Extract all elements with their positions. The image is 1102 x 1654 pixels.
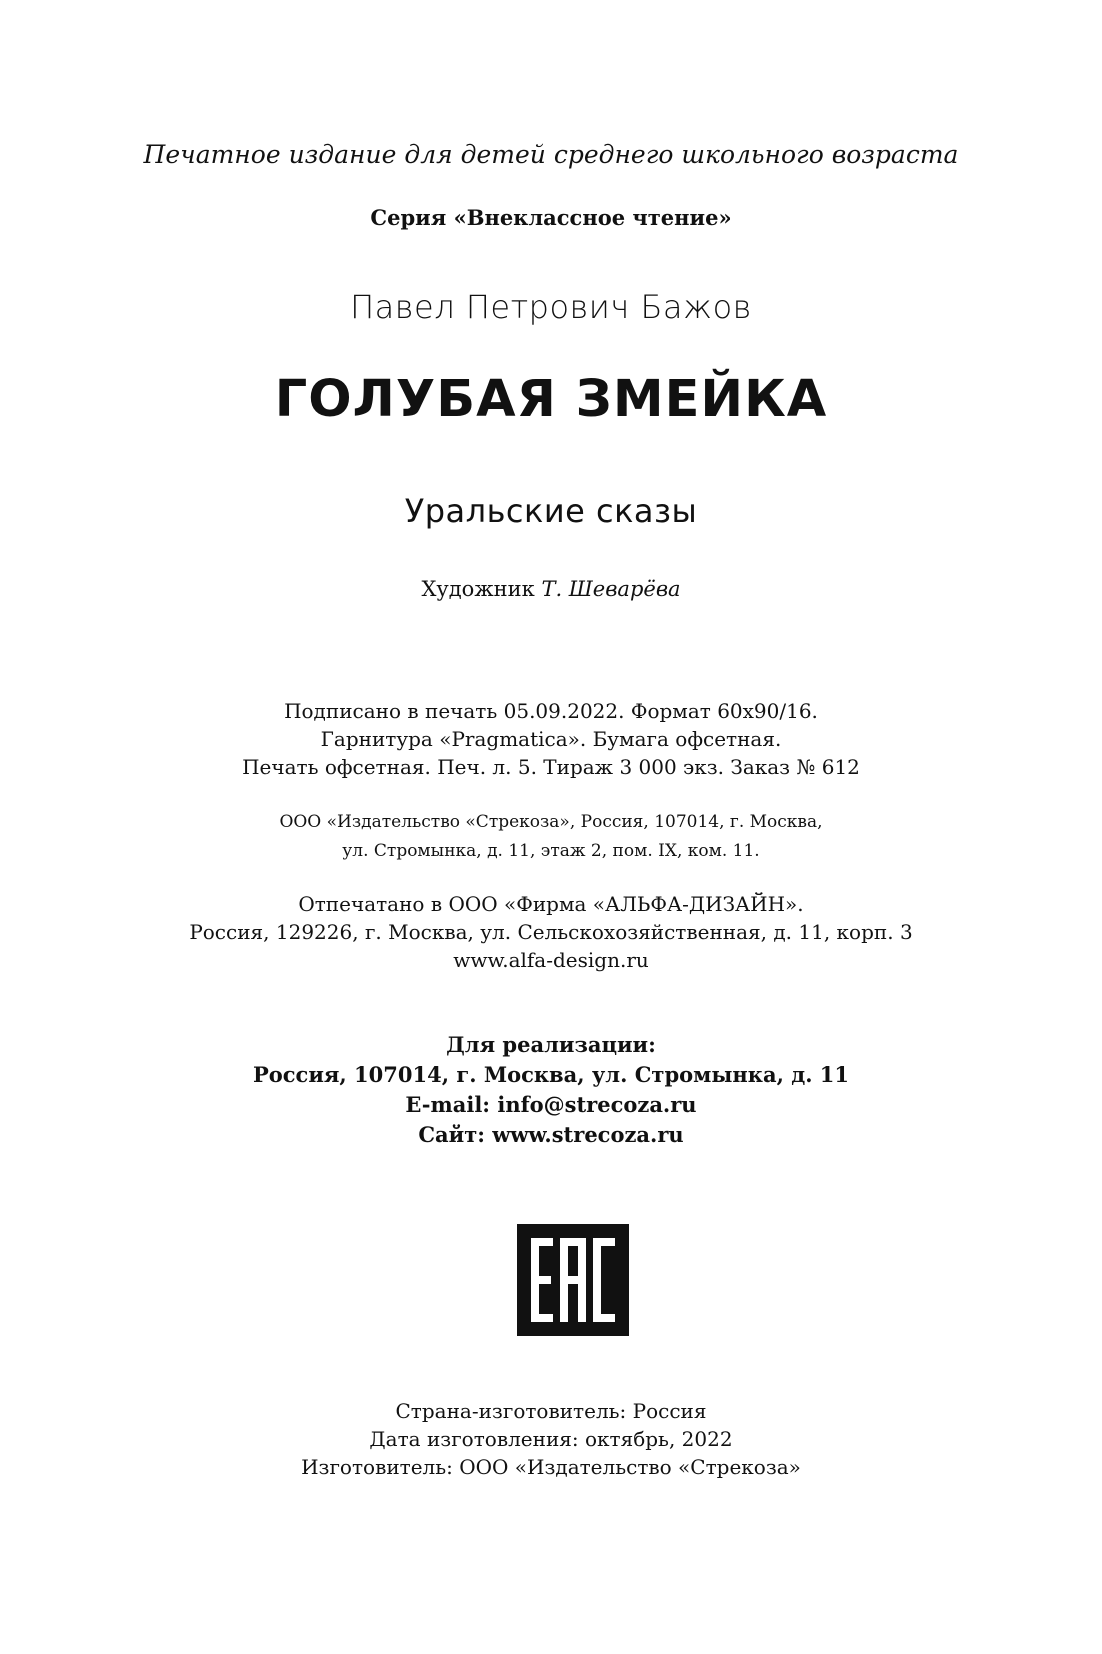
audience-note: Печатное издание для детей среднего школьного возраста: [143, 140, 959, 169]
manufacturer-info: [0, 1397, 1102, 1481]
book-genre: Уральские сказы: [404, 492, 698, 530]
printer-line: Россия, 129226, г. Москва, ул. Сельскохозяйственная, д. 11, корп. 3: [189, 920, 913, 944]
sales-website: Сайт: www.strecoza.ru: [418, 1122, 684, 1147]
manufacturer-date: Дата изготовления: октябрь, 2022: [369, 1427, 733, 1451]
print-info-line: Подписано в печать 05.09.2022. Формат 60х90/16.: [284, 699, 818, 723]
book-author: Павел Петрович Бажов: [350, 288, 752, 326]
publisher-line: ул. Стромынка, д. 11, этаж 2, пом. IX, ком. 11.: [342, 841, 760, 861]
print-info-line: Гарнитура «Pragmatica». Бумага офсетная.: [320, 727, 782, 751]
sales-email: E-mail: info@strecoza.ru: [405, 1092, 697, 1117]
artist-name: Т. Шеварёва: [541, 577, 681, 601]
print-info-line: Печать офсетная. Печ. л. 5. Тираж 3 000 экз. Заказ № 612: [242, 755, 860, 779]
eac-mark-icon: [517, 1224, 629, 1336]
print-info: [0, 697, 1102, 781]
publisher-info: [0, 808, 1102, 866]
printer-website: www.alfa-design.ru: [453, 948, 649, 972]
manufacturer-name: Изготовитель: ООО «Издательство «Стрекоза»: [301, 1455, 801, 1479]
publisher-line: ООО «Издательство «Стрекоза», Россия, 107014, г. Москва,: [279, 812, 823, 832]
artist-credit: [0, 577, 1102, 601]
sales-address: Россия, 107014, г. Москва, ул. Стромынка, д. 11: [252, 1062, 850, 1087]
artist-label: Художник: [421, 577, 535, 601]
series-title: Серия «Внеклассное чтение»: [370, 205, 732, 230]
printer-info: [0, 890, 1102, 974]
manufacturer-country: Страна-изготовитель: Россия: [395, 1399, 707, 1423]
printer-line: Отпечатано в ООО «Фирма «АЛЬФА-ДИЗАЙН».: [298, 892, 804, 916]
sales-heading: Для реализации:: [446, 1032, 656, 1057]
sales-info: [0, 1030, 1102, 1150]
book-title: ГОЛУБАЯ ЗМЕЙКА: [274, 370, 828, 429]
